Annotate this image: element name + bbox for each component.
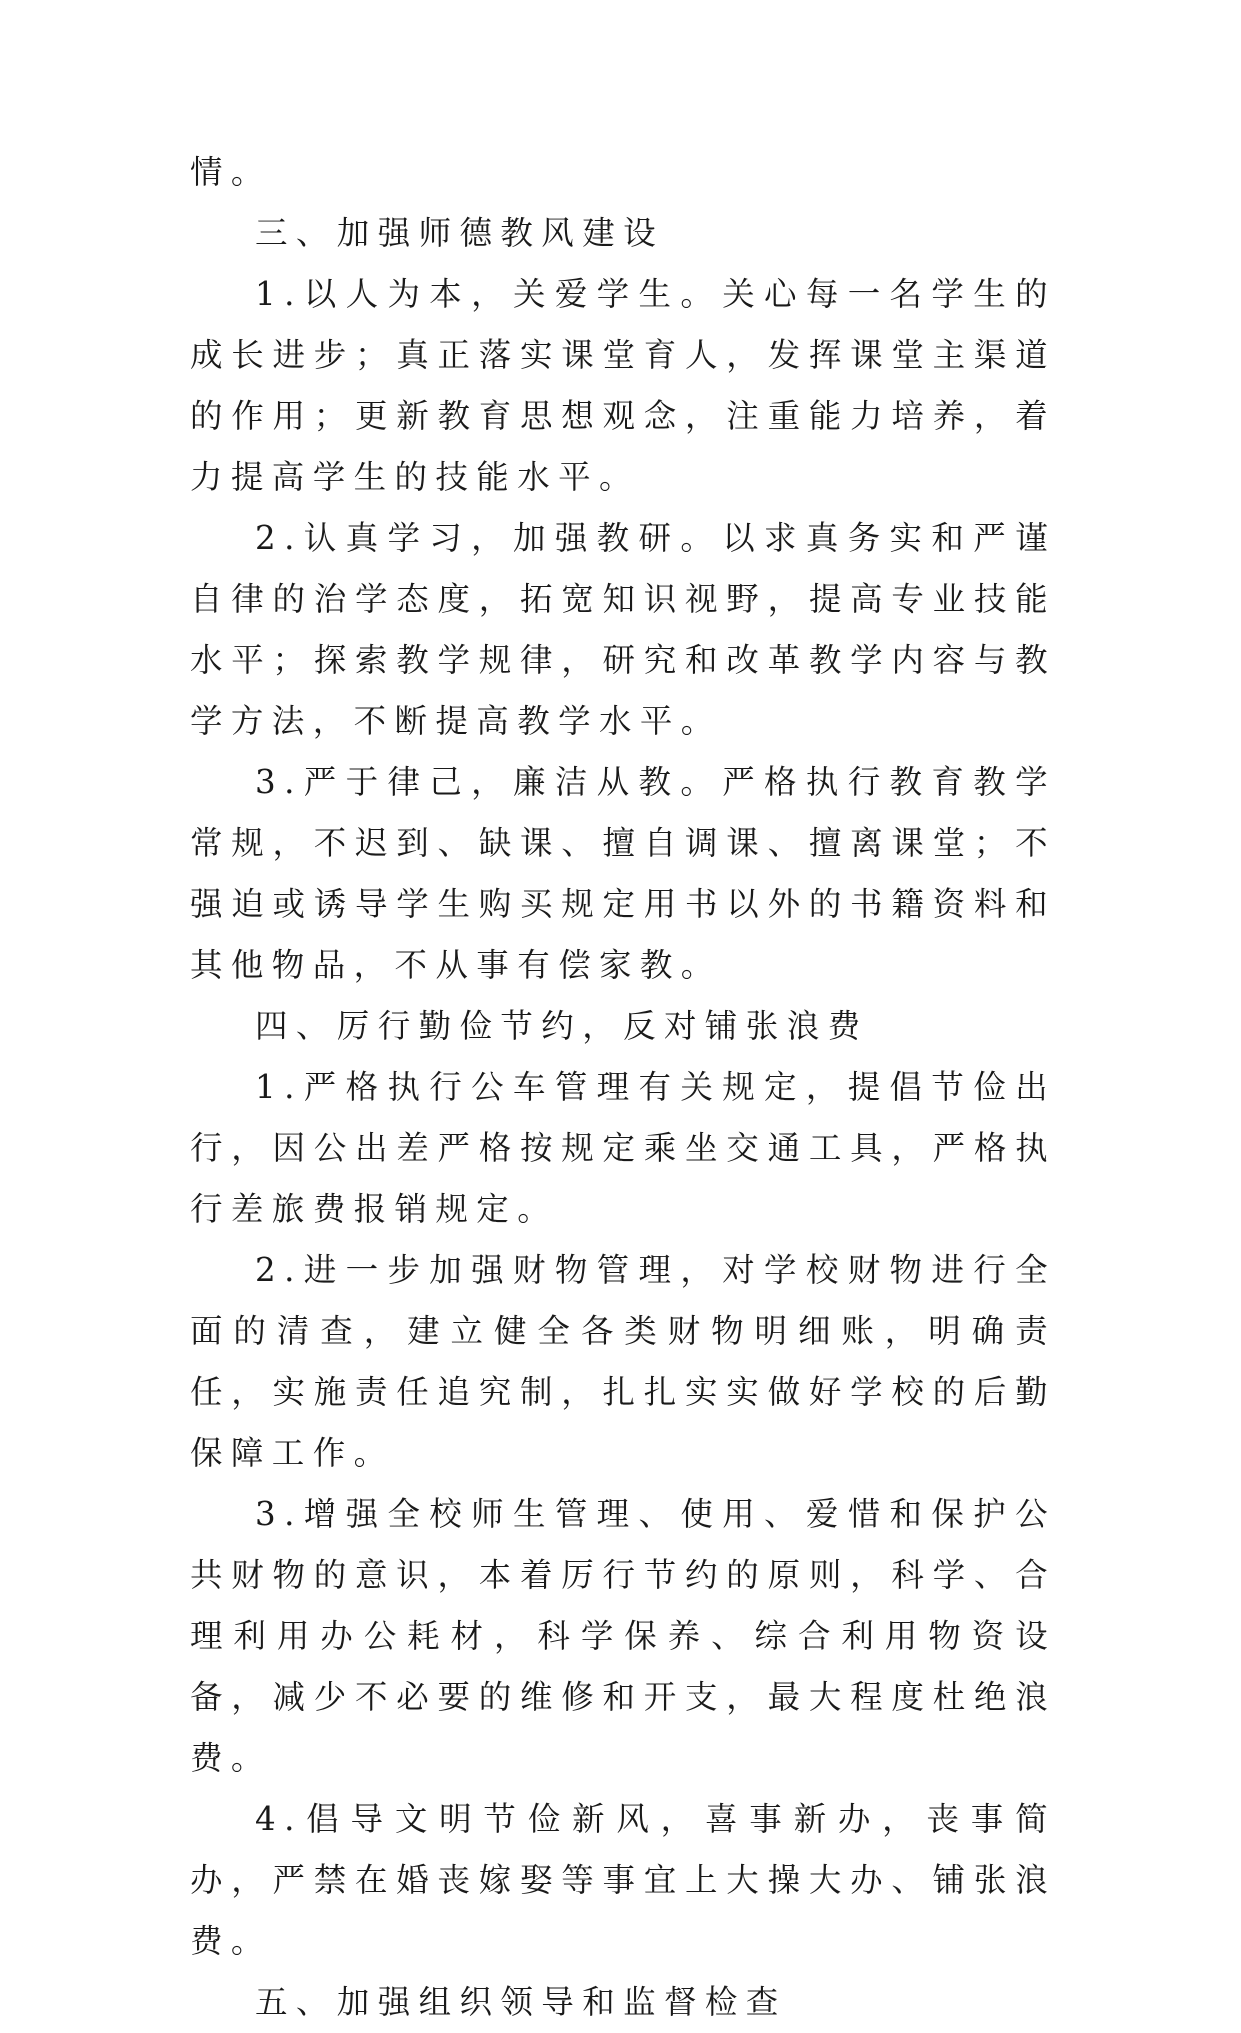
paragraph-4-1: 1.严格执行公车管理有关规定，提倡节俭出行，因公出差严格按规定乘坐交通工具，严格执行差旅费报销规定。: [190, 1068, 1056, 1228]
section-heading-5: 五、加强组织领导和监督检查: [255, 1983, 787, 2021]
document-page: [190, 142, 1056, 2033]
paragraph-4-3: 3.增强全校师生管理、使用、爱惜和保护公共财物的意识，本着厉行节约的原则，科学、合理利用办公耗材，科学保养、综合利用物资设备，减少不必要的维修和开支，最大程度杜绝浪费。: [190, 1495, 1056, 1777]
paragraph-3-2: 2.认真学习，加强教研。以求真务实和严谨自律的治学态度，拓宽知识视野，提高专业技能水平；探索教学规律，研究和改革教学内容与教学方法，不断提高教学水平。: [190, 519, 1056, 740]
paragraph-3-1: 1.以人为本，关爱学生。关心每一名学生的成长进步；真正落实课堂育人，发挥课堂主渠道的作用；更新教育思想观念，注重能力培养，着力提高学生的技能水平。: [190, 275, 1056, 496]
paragraph-4-4: 4.倡导文明节俭新风，喜事新办，丧事简办，严禁在婚丧嫁娶等事宜上大操大办、铺张浪费。: [190, 1800, 1056, 1960]
section-heading-3: 三、加强师德教风建设: [255, 214, 665, 252]
paragraph-continuation: 情。: [190, 153, 272, 191]
section-heading-4: 四、厉行勤俭节约，反对铺张浪费: [255, 1007, 869, 1045]
paragraph-3-3: 3.严于律己，廉洁从教。严格执行教育教学常规，不迟到、缺课、擅自调课、擅离课堂；不强迫或诱导学生购买规定用书以外的书籍资料和其他物品，不从事有偿家教。: [190, 763, 1056, 984]
paragraph-4-2: 2.进一步加强财物管理，对学校财物进行全面的清查，建立健全各类财物明细账，明确责任，实施责任追究制，扎扎实实做好学校的后勤保障工作。: [190, 1251, 1056, 1472]
